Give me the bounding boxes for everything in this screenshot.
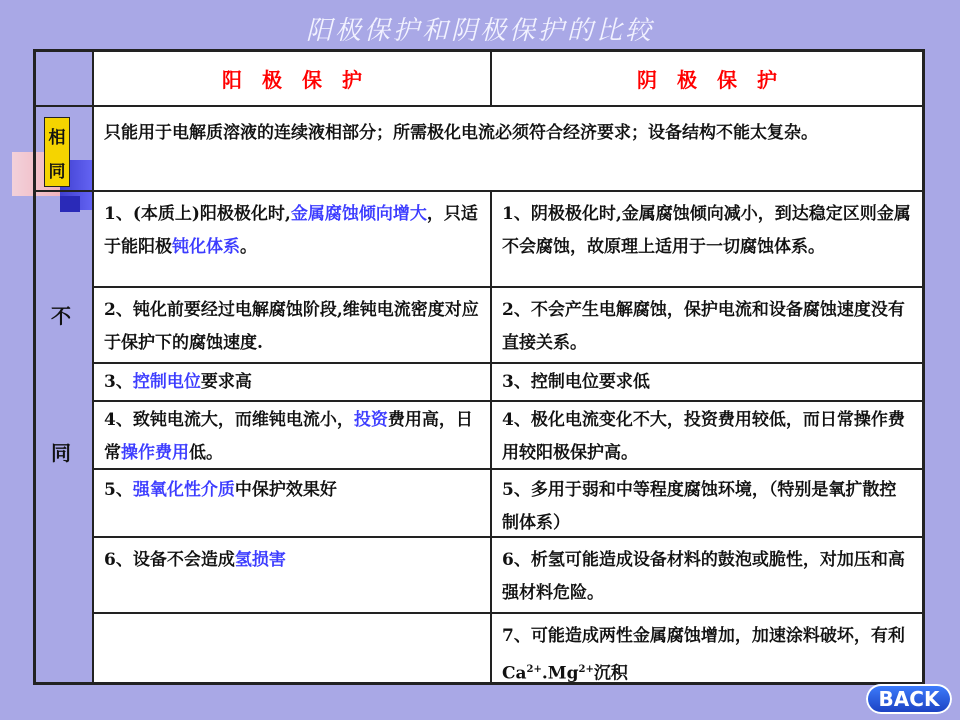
anodic-row-6-part-a: 6、设备不会造成 [104, 550, 235, 570]
cathodic-row-1: 1、阴极极化时,金属腐蚀倾向减小，到达稳定区则金属不会腐蚀，故原理上适用于一切腐蚀体系。 [491, 191, 923, 287]
cathodic-row-7-part-a: 7、可能造成两性金属腐蚀增加，加速涂料破坏，有利Ca [502, 626, 905, 684]
header-cathodic: 阴 极 保 护 [491, 51, 923, 106]
cathodic-row-7-part-c: 沉积 [593, 663, 628, 684]
corner-cell [35, 51, 93, 106]
same-text: 只能用于电解质溶液的连续液相部分；所需极化电流必须符合经济要求；设备结构不能太复杂。 [93, 106, 923, 191]
diff-label-char-2: 同 [51, 441, 71, 465]
cathodic-row-5: 5、多用于弱和中等程度腐蚀环境，（特别是氧扩散控制体系） [491, 469, 923, 537]
anodic-row-1-part-a: 1、(本质上)阳极极化时, [104, 204, 291, 224]
anodic-row-5 [93, 469, 491, 537]
cathodic-row-4: 4、极化电流变化不大，投资费用较低，而日常操作费用较阳极保护高。 [491, 401, 923, 469]
anodic-row-5-part-c: 中保护效果好 [234, 480, 337, 500]
anodic-row-4-part-e: 低。 [189, 443, 223, 463]
anodic-row-1-part-c: ，只适于能阳极 [104, 204, 478, 257]
anodic-row-7 [93, 613, 491, 683]
header-anodic: 阳 极 保 护 [93, 51, 491, 106]
cathodic-row-2: 2、不会产生电解腐蚀，保护电流和设备腐蚀速度没有直接关系。 [491, 287, 923, 363]
anodic-row-5-highlight: 强氧化性介质 [132, 480, 235, 500]
anodic-row-2: 2、钝化前要经过电解腐蚀阶段,维钝电流密度对应于保护下的腐蚀速度. [93, 287, 491, 363]
anodic-row-1-highlight-b: 钝化体系 [172, 237, 240, 257]
same-label-char-1: 相 [48, 127, 66, 148]
diff-label-char-1: 不 [51, 304, 71, 328]
anodic-row-4-highlight-a: 投资 [353, 410, 388, 430]
anodic-row-4-highlight-b: 操作费用 [121, 443, 189, 463]
magnesium-charge: 2+ [578, 664, 594, 675]
calcium-charge: 2+ [526, 664, 542, 675]
cathodic-row-6: 6、析氢可能造成设备材料的鼓泡或脆性，对加压和高强材料危险。 [491, 537, 923, 613]
anodic-row-6 [93, 537, 491, 613]
anodic-row-3-part-a: 3、 [104, 372, 133, 392]
anodic-row-1 [93, 191, 491, 287]
anodic-row-3-highlight: 控制电位 [132, 372, 201, 392]
anodic-row-4 [93, 401, 491, 469]
anodic-row-3 [93, 363, 491, 401]
page-title: 阳极保护和阴极保护的比较 [305, 16, 654, 46]
anodic-row-4-part-c: 费用高，日常 [104, 410, 473, 463]
anodic-row-6-highlight: 氢损害 [234, 550, 286, 570]
cathodic-row-3: 3、控制电位要求低 [491, 363, 923, 401]
back-button[interactable]: BACK [866, 684, 952, 714]
comparison-table [33, 49, 925, 685]
same-label-char-2: 同 [48, 161, 66, 182]
cathodic-row-7-part-b: .Mg [541, 663, 579, 684]
same-label [44, 117, 70, 187]
anodic-row-4-part-a: 4、致钝电流大，而维钝电流小， [104, 410, 354, 430]
anodic-row-1-part-e: 。 [240, 237, 257, 257]
anodic-row-5-part-a: 5、 [104, 480, 133, 500]
anodic-row-3-part-c: 要求高 [200, 372, 252, 392]
anodic-row-1-highlight-a: 金属腐蚀倾向增大 [290, 204, 427, 224]
cathodic-row-7 [491, 613, 923, 683]
